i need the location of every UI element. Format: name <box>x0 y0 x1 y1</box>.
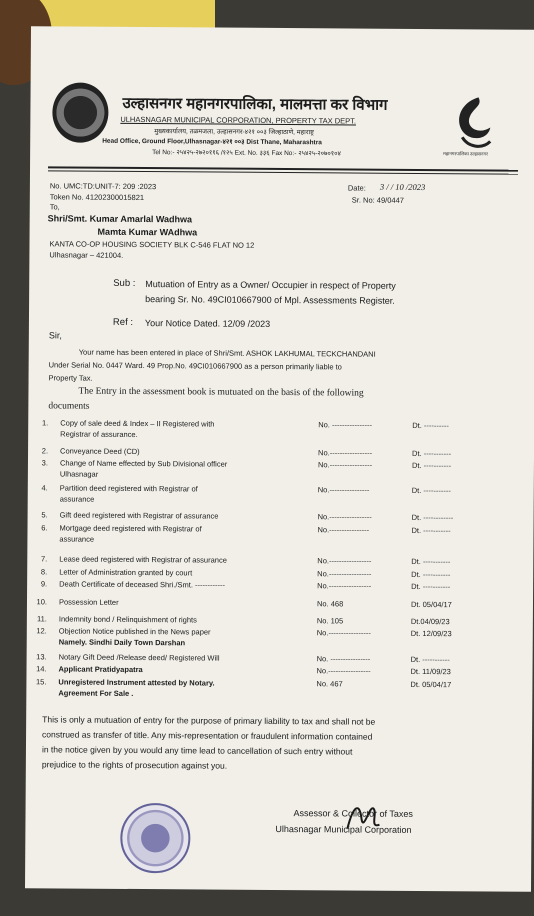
subject-label: Sub : <box>113 277 136 289</box>
document-item-title: Conveyance Deed (CD) <box>60 446 140 457</box>
english-title: ULHASNAGAR MUNICIPAL CORPORATION, PROPERTY TAX DEPT. <box>120 114 357 126</box>
signatory-organization: Ulhasnagar Municipal Corporation <box>275 823 412 835</box>
document-item-number-field: No.----------------- <box>317 512 372 522</box>
document-item-number: 10. <box>36 597 48 607</box>
document-item-number-field: No. 467 <box>316 679 343 689</box>
document-item-date-field: Dt. ----------- <box>411 581 451 592</box>
hindi-title: उल्हासनगर महानगरपालिका, मालमत्ता कर विभाग <box>122 94 388 114</box>
subject-line-2: bearing Sr. No. 49CI010667900 of Mpl. Assessments Register. <box>145 294 395 306</box>
document-item-number-field: No.----------------- <box>316 628 371 638</box>
document-item-date-field: Dt. ------------ <box>411 512 454 523</box>
document-item-number-field: No.----------------- <box>316 666 371 676</box>
document-item-subtitle: Ulhasnagar <box>59 469 99 479</box>
corporation-emblem-icon <box>52 82 108 142</box>
document-item-number-field: No.----------------- <box>318 448 373 458</box>
document-item-subtitle: Agreement For Sale . <box>58 688 134 698</box>
document-item-number: 1. <box>41 418 49 428</box>
document-item-title: Possession Letter <box>58 597 119 607</box>
document-item-subtitle: Namely. Sindhi Daily Town Darshan <box>58 637 186 648</box>
document-item-date-field: Dt. ----------- <box>411 556 451 567</box>
ref-label: Ref : <box>112 316 134 328</box>
recipient-address-1: KANTA CO-OP HOUSING SOCIETY BLK C-546 FLAT NO 12 <box>49 239 255 250</box>
salutation: Sir, <box>48 330 62 341</box>
corporation-logo-icon <box>448 93 494 151</box>
ref-text: Your Notice Dated. 12/09 /2023 <box>144 318 271 329</box>
document-item-date-field: Dt. ----------- <box>412 448 452 459</box>
letter-number: No. UMC:TD:UNIT-7: 209 :2023 <box>49 181 157 192</box>
to-label: To, <box>49 202 60 212</box>
document-item-number-field: No. ---------------- <box>318 420 372 430</box>
document-item-date-field: Dt. 05/04/17 <box>410 679 452 690</box>
footer-line-4: prejudice to the rights of prosecution against you. <box>41 759 228 771</box>
document-item-title: Unregistered Instrument attested by Notary. <box>58 677 215 688</box>
document-item-number: 3. <box>41 458 48 468</box>
document-item-subtitle: Registrar of assurance. <box>60 429 138 439</box>
document-item-number-field: No.----------------- <box>317 581 372 591</box>
document-item-title: Death Certificate of deceased Shri./Smt. ------------ <box>59 579 226 590</box>
document-item-title: Lease deed registered with Registrar of assurance <box>59 554 227 565</box>
document-item-date-field: Dt. ----------- <box>411 460 452 471</box>
document-item-number: 7. <box>41 554 48 564</box>
document-item-number: 15. <box>35 677 47 687</box>
document-item-date-field: Dt. ----------- <box>410 654 450 665</box>
recipient-name-2: Mamta Kumar WAdhwa <box>97 226 198 238</box>
footer-line-1: This is only a mutuation of entry for the purpose of primary liability to tax and shall not be <box>42 714 376 727</box>
paragraph-1-line-2: Under Serial No. 0447 Ward. 49 Prop.No. 49CI010667900 as a person primarily liable to <box>48 360 342 372</box>
date-label: Date: <box>347 183 366 193</box>
document-item-number: 6. <box>41 523 48 533</box>
document-item-number: 9. <box>40 579 48 589</box>
document-item-number-field: No. ---------------- <box>316 654 371 664</box>
document-item-title: Letter of Administration granted by court <box>59 567 193 578</box>
document-item-title: Indemnity bond / Relinquishment of rights <box>58 614 197 625</box>
document-item-number-field: No. 105 <box>316 616 344 626</box>
document-item-date-field: Dt. 11/09/23 <box>410 666 451 677</box>
document-item-title: Notary Gift Deed /Release deed/ Registered Will <box>58 652 220 663</box>
document-item-number: 14. <box>36 664 47 674</box>
paragraph-2-line-1: The Entry in the assessment book is mutuated on the basis of the following <box>78 386 364 399</box>
paragraph-2-line-2: documents <box>48 401 90 412</box>
document-item-number: 11. <box>36 614 47 624</box>
document-item-date-field: Dt. 05/04/17 <box>410 599 452 610</box>
date-value: 3 / / 10 /2023 <box>379 181 426 193</box>
document-item-subtitle: assurance <box>59 494 95 504</box>
document-item-number: 5. <box>41 510 48 520</box>
token-number: Token No. 41202300015821 <box>49 192 145 203</box>
document-item-title: Change of Name effected by Sub Divisional officer <box>59 458 228 469</box>
head-office-address: Head Office, Ground Floor,Ulhasnagar-४२१ ००३ Dist Thane, Maharashtra <box>102 137 322 147</box>
document-item-subtitle: assurance <box>59 534 95 544</box>
recipient-name-1: Shri/Smt. Kumar Amarlal Wadhwa <box>47 213 193 225</box>
footer-line-3: in the notice given by you would any time lead to cancellation of such entry without <box>41 744 353 757</box>
document-item-title: Applicant Pratidyapatra <box>58 664 143 675</box>
paragraph-1-line-3: Property Tax. <box>48 373 93 383</box>
document-item-date-field: Dt. ----------- <box>411 569 451 580</box>
document-item-number: 2. <box>41 446 49 456</box>
document-item-title: Partition deed registered with Registrar of <box>59 483 198 494</box>
serial-number: Sr. No: 49/0447 <box>351 195 404 205</box>
document-item-date-field: Dt. ----------- <box>411 525 451 536</box>
document-item-number: 4. <box>41 483 48 493</box>
document-item-number-field: No.----------------- <box>317 569 372 579</box>
document-item-title: Gift deed registered with Registrar of assurance <box>59 510 219 521</box>
tax-letter-document <box>25 26 534 892</box>
signatory-title: Assessor & Collector of Taxes <box>293 808 413 819</box>
document-item-number-field: No.---------------- <box>317 525 370 535</box>
document-item-number: 8. <box>40 567 48 577</box>
document-item-title: Mortgage deed registered with Registrar of <box>59 523 202 534</box>
hindi-address: मुख्यकार्यालय, तळमजला, उल्हासनगर-४२१ ००३ जिल्हाठाणे, महाराष्ट्र <box>154 128 314 137</box>
document-item-date-field: Dt.04/09/23 <box>410 616 450 627</box>
recipient-address-2: Ulhasnagar – 421004. <box>49 250 124 260</box>
logo-caption: महानगरपालिका उल्हासनगर <box>443 151 488 157</box>
document-item-number-field: No.----------------- <box>317 556 372 566</box>
paragraph-1-line-1: Your name has been entered in place of Shri/Smt. ASHOK LAKHUMAL TECKCHANDANI <box>78 347 376 359</box>
document-item-number-field: No.---------------- <box>317 485 370 495</box>
document-item-number: 12. <box>36 626 47 636</box>
corporation-seal-stamp <box>120 803 190 873</box>
document-item-date-field: Dt. 12/09/23 <box>410 628 452 639</box>
document-item-number: 13. <box>36 652 47 662</box>
document-item-title: Copy of sale deed & Index – II Registered with <box>60 418 215 429</box>
document-item-date-field: Dt. ---------- <box>412 420 449 431</box>
subject-line-1: Mutuation of Entry as a Owner/ Occupier in respect of Property <box>145 279 396 291</box>
document-item-number-field: No.----------------- <box>317 460 373 470</box>
footer-line-2: construed as transfer of title. Any mis-representation or fraudulent information contained <box>42 729 373 742</box>
document-item-number-field: No. 468 <box>316 599 344 609</box>
document-item-title: Objection Notice published in the News paper <box>58 626 211 637</box>
telephone-line: Tel No:- २५४२५-२७२०११६ /१२५ Ext. No. ३३६ Fax No:- २५४२५-२०७०१०४ <box>152 149 341 158</box>
document-item-date-field: Dt. ----------- <box>411 485 451 496</box>
